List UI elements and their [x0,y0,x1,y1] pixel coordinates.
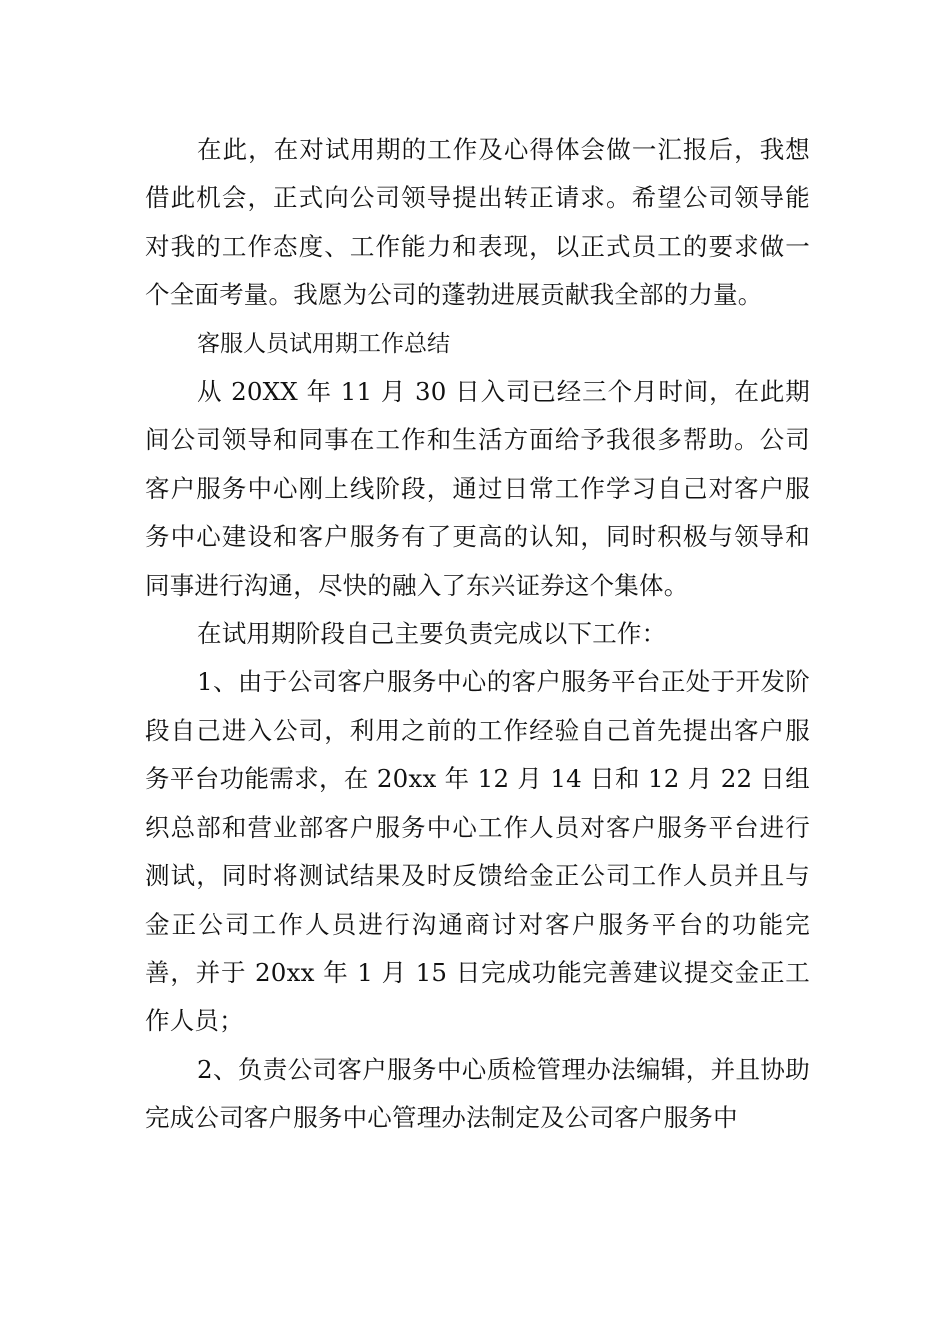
paragraph-item-1: 1、由于公司客户服务中心的客户服务平台正处于开发阶段自己进入公司，利用之前的工作经验自己首先提出客户服务平台功能需求，在 20xx 年 12 月 14 日和 12 月 22 日组织总部和营业部客户服务中心工作人员对客户服务平台进行测试，同时将测试结果及时反馈给金正公司工作人员并且与金正公司工作人员进行沟通商讨对客户服务平台的功能完善，并于 20xx 年 1 月 15 日完成功能完善建议提交金正工作人员； [145,667,810,1036]
document-body [145,126,810,1143]
paragraph-work-intro: 在试用期阶段自己主要负责完成以下工作： [197,619,667,649]
paragraph-transfer-request: 在此，在对试用期的工作及心得体会做一汇报后，我想借此机会，正式向公司领导提出转正请求。希望公司领导能对我的工作态度、工作能力和表现，以正式员工的要求做一个全面考量。我愿为公司的蓬勃进展贡献我全部的力量。 [145,135,810,310]
paragraph-intro: 从 20XX 年 11 月 30 日入司已经三个月时间，在此期间公司领导和同事在工作和生活方面给予我很多帮助。公司客户服务中心刚上线阶段，通过日常工作学习自己对客户服务中心建设和客户服务有了更高的认知，同时积极与领导和同事进行沟通，尽快的融入了东兴证券这个集体。 [145,377,810,600]
section-title: 客服人员试用期工作总结 [197,330,450,357]
paragraph-item-2: 2、负责公司客户服务中心质检管理办法编辑，并且协助完成公司客户服务中心管理办法制定及公司客户服务中 [145,1054,810,1133]
